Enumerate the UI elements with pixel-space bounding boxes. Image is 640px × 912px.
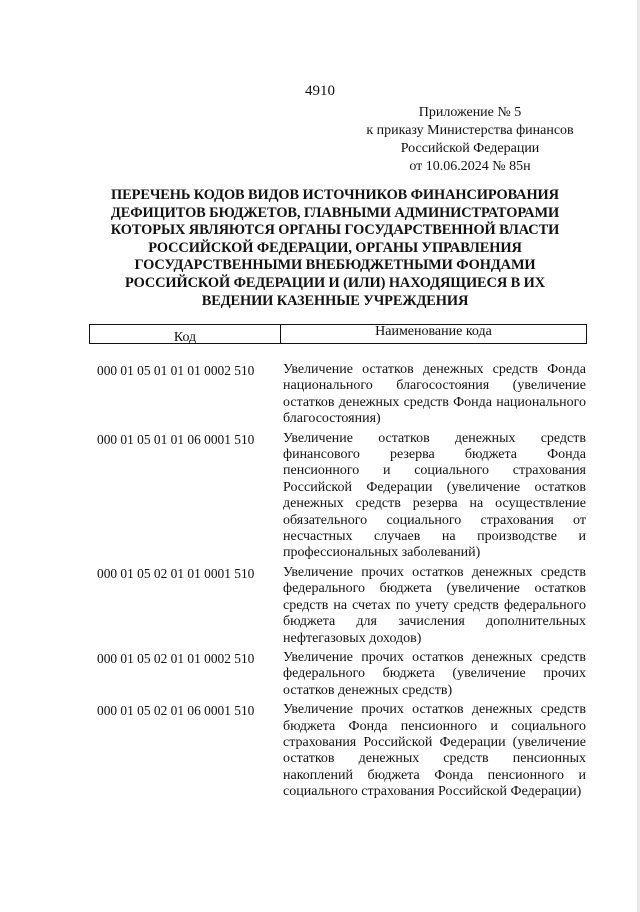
row-name: Увеличение прочих остатков денежных средств бюджета Фонда пенсионного и социального страхования Российской Федерации (увеличение остатков денежных средств пенсионных накоплений бюджета Фонда пенсионного и социального страхования Российской Федерации) <box>283 702 586 800</box>
row-code: 000 01 05 01 01 01 0002 510 <box>97 363 255 378</box>
document-title: ПЕРЕЧЕНЬ КОДОВ ВИДОВ ИСТОЧНИКОВ ФИНАНСИРОВАНИЯ ДЕФИЦИТОВ БЮДЖЕТОВ, ГЛАВНЫМИ АДМИНИСТРАТОРАМИ КОТОРЫХ ЯВЛЯЮТСЯ ОРГАНЫ ГОСУДАРСТВЕННОЙ ВЛАСТИ РОССИЙСКОЙ ФЕДЕРАЦИИ, ОРГАНЫ УПРАВЛЕНИЯ ГОСУДАРСТВЕННЫМИ ВНЕБЮДЖЕТНЫМИ ФОНДАМИ РОССИЙСКОЙ ФЕДЕРАЦИИ И (ИЛИ) НАХОДЯЩИЕСЯ В ИХ ВЕДЕНИИ КАЗЕННЫЕ УЧРЕЖДЕНИЯ <box>110 187 560 309</box>
table-body <box>97 362 587 804</box>
row-code: 000 01 05 01 01 06 0001 510 <box>97 431 255 447</box>
row-name: Увеличение остатков денежных средств финансового резерва бюджета Фонда пенсионного и социального страхования Российской Федерации (увеличение остатков денежных средств резерва на осуществление обязательного социального страхования от несчастных случаев на производстве и профессиональных заболеваний) <box>283 430 586 561</box>
appendix-line-2: к приказу Министерства финансов <box>366 123 574 138</box>
row-name: Увеличение прочих остатков денежных средств федерального бюджета (увеличение остатков средств на счетах по учету средств федерального бюджета для зачисления дополнительных нефтегазовых доходов) <box>283 564 586 646</box>
table-row <box>97 362 587 428</box>
row-code: 000 01 05 02 01 06 0001 510 <box>97 703 255 719</box>
row-name: Увеличение прочих остатков денежных средств федерального бюджета (увеличение прочих остатков денежных средств) <box>283 649 586 698</box>
table-row <box>97 702 587 800</box>
table-row <box>97 565 587 647</box>
appendix-line-4: от 10.06.2024 № 85н <box>409 159 531 174</box>
row-name: Увеличение остатков денежных средств Фонда национального благосостояния (увеличение остатков денежных средств Фонда национального благосостояния) <box>283 362 586 427</box>
header-name: Наименование кода <box>375 324 492 339</box>
table-row <box>97 650 587 699</box>
appendix-line-1: Приложение № 5 <box>418 105 522 120</box>
row-code: 000 01 05 02 01 01 0002 510 <box>97 650 255 666</box>
appendix-block <box>340 104 600 176</box>
table-header <box>89 324 587 344</box>
appendix-line-3: Российской Федерации <box>400 141 540 156</box>
table-row <box>97 431 587 562</box>
header-code: Код <box>90 325 281 343</box>
page-number: 4910 <box>305 83 335 99</box>
row-code: 000 01 05 02 01 01 0001 510 <box>97 565 255 581</box>
